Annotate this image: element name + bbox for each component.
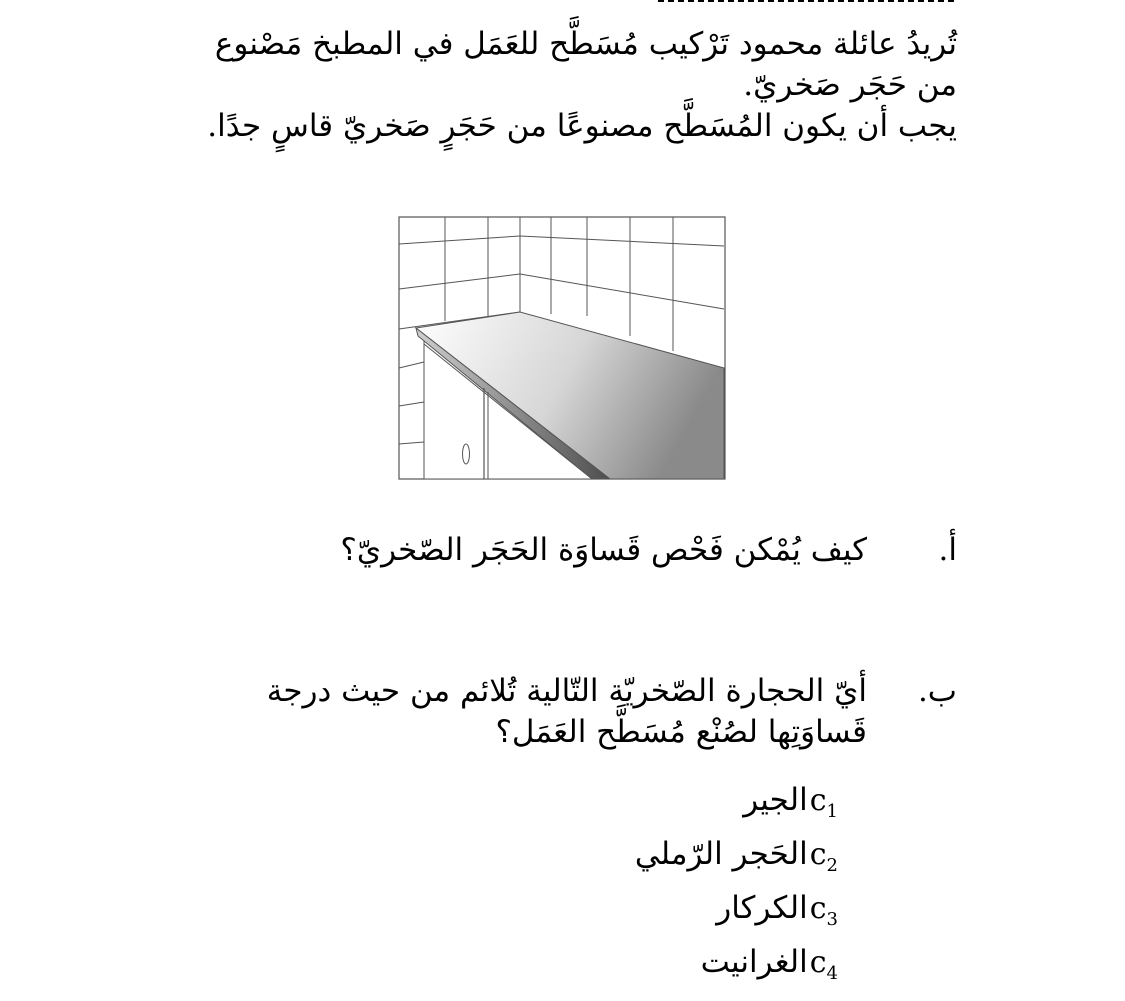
kitchen-countertop-figure [398, 216, 726, 480]
top-divider [658, 0, 954, 2]
intro-paragraph-1: تُريدُ عائلة محمود تَرْكيب مُسَطَّح للعَمَل في المطبخ مَصْنوع من حَجَر صَخريّ. [214, 26, 957, 103]
option-4[interactable] [338, 935, 838, 989]
question-b-text: أيّ الحجارة الصّخريّة التّالية تُلائم من حيث درجة قَساوَتِها لصُنْع مُسَطَّح العَمَل؟ [266, 673, 867, 750]
question-a-text: كيف يُمْكن فَحْص قَساوَة الحَجَر الصّخريّ؟ [340, 532, 867, 568]
question-b-marker: ب. [917, 673, 957, 709]
intro-text [195, 24, 957, 147]
answer-options [338, 773, 838, 989]
question-b [197, 671, 957, 753]
question-a-marker: أ. [938, 532, 957, 568]
option-3-label: الكركار [716, 890, 808, 926]
option-2[interactable] [338, 827, 838, 881]
option-2-checkbox[interactable]: $c_2$ [809, 837, 838, 876]
option-1-checkbox[interactable]: $c_1$ [809, 783, 838, 822]
option-1[interactable] [338, 773, 838, 827]
option-4-checkbox[interactable]: $c_4$ [809, 945, 838, 984]
option-3[interactable] [338, 881, 838, 935]
option-2-label: الحَجر الرّملي [634, 836, 808, 872]
kitchen-countertop-icon [398, 216, 726, 480]
option-4-label: الغرانيت [700, 944, 808, 980]
intro-paragraph-2: يجب أن يكون المُسَطَّح مصنوعًا من حَجَرٍ صَخريّ قاسٍ جدًا. [207, 108, 957, 144]
option-1-label: الجير [743, 782, 808, 818]
option-3-checkbox[interactable]: $c_3$ [809, 891, 838, 930]
question-a [197, 530, 957, 571]
